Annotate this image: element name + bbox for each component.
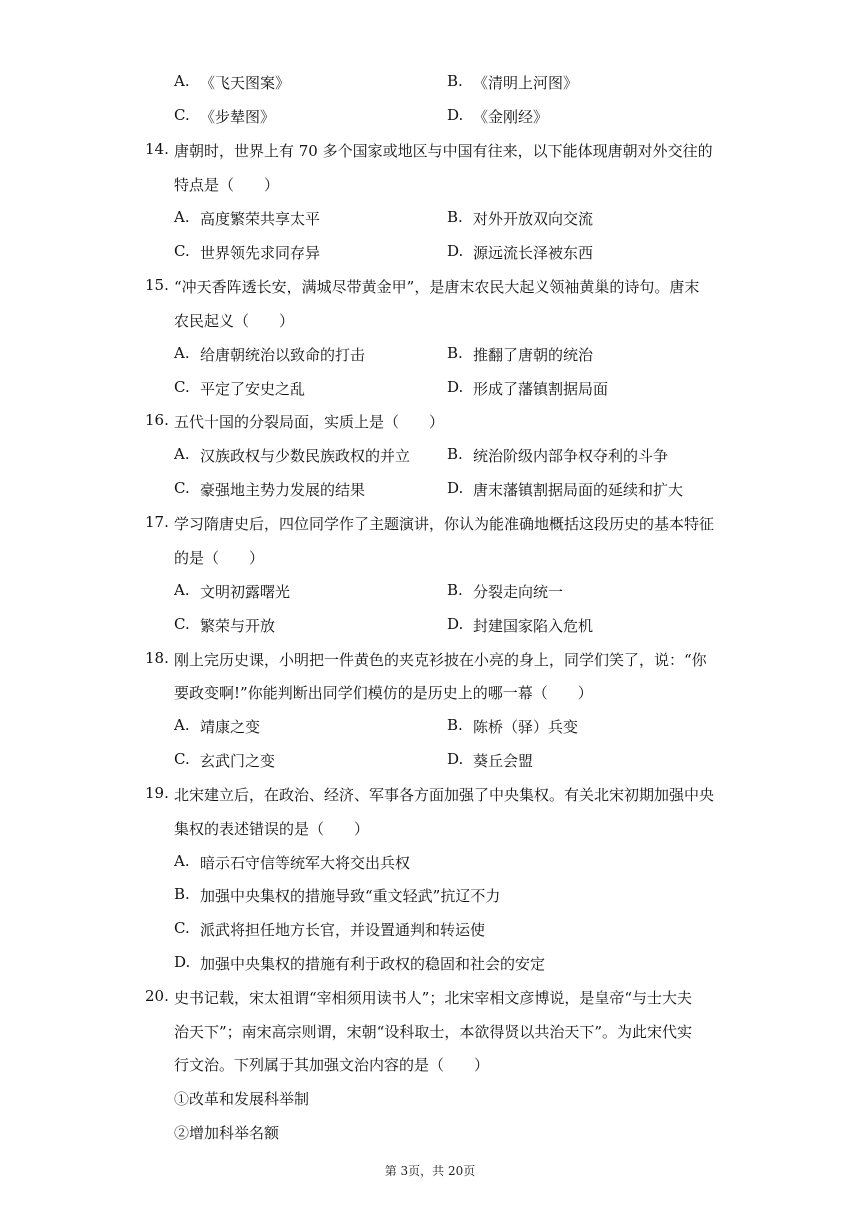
- option-letter: B.: [174, 885, 190, 903]
- option-letter: C.: [174, 919, 190, 937]
- option-letter: D.: [447, 378, 464, 396]
- option-text: 葵丘会盟: [473, 752, 534, 770]
- option-text: 平定了安史之乱: [200, 380, 306, 398]
- option-text: 玄武门之变: [200, 752, 276, 770]
- option-letter: B.: [447, 344, 463, 362]
- option-text: 豪强地主势力发展的结果: [200, 481, 366, 499]
- question-text-line: 农民起义（ ）: [174, 312, 295, 330]
- question-text-line: 的是（ ）: [174, 549, 265, 567]
- page-footer: 第 3页，共 20页: [384, 1164, 476, 1178]
- question-text-line: 北宋建立后，在政治、经济、军事各方面加强了中央集权。有关北宋初期加强中央: [174, 786, 715, 804]
- option-text: 对外开放双向交流: [473, 210, 594, 228]
- option-letter: C.: [174, 242, 190, 260]
- option-letter: D.: [447, 242, 464, 260]
- option-letter: D.: [447, 750, 464, 768]
- question-text-line: 刚上完历史课，小明把一件黄色的夹克衫披在小亮的身上，同学们笑了，说：“你: [174, 651, 707, 669]
- question-text-line: 治天下”；南宋高宗则谓，宋朝“设科取士，本欲得贤以共治天下”。为此宋代实: [174, 1023, 693, 1041]
- option-letter: C.: [174, 106, 190, 124]
- option-text: 统治阶级内部争权夺利的斗争: [473, 447, 669, 465]
- option-letter: A.: [174, 445, 190, 463]
- question-number: 16.: [145, 411, 169, 429]
- question-text-line: 唐朝时，世界上有 70 多个国家或地区与中国有往来，以下能体现唐朝对外交往的: [174, 142, 713, 160]
- option-letter: B.: [447, 581, 463, 599]
- question-number: 14.: [145, 140, 169, 158]
- option-letter: A.: [174, 208, 190, 226]
- option-text: 封建国家陷入危机: [473, 617, 594, 635]
- option-letter: B.: [447, 208, 463, 226]
- option-letter: B.: [447, 72, 463, 90]
- option-letter: A.: [174, 344, 190, 362]
- option-text: 给唐朝统治以致命的打击: [200, 346, 366, 364]
- option-text: 分裂走向统一: [473, 583, 564, 601]
- option-text: 高度繁荣共享太平: [200, 210, 321, 228]
- option-text: 加强中央集权的措施有利于政权的稳固和社会的安定: [200, 955, 546, 973]
- option-letter: C.: [174, 750, 190, 768]
- option-letter: C.: [174, 479, 190, 497]
- option-text: 推翻了唐朝的统治: [473, 346, 594, 364]
- option-letter: B.: [447, 445, 463, 463]
- question-text-line: ②增加科举名额: [174, 1124, 280, 1142]
- option-text: 《步辇图》: [200, 108, 276, 126]
- option-text: 暗示石守信等统军大将交出兵权: [200, 854, 411, 872]
- question-text-line: “冲天香阵透长安，满城尽带黄金甲”，是唐末农民大起义领袖黄巢的诗句。唐末: [174, 278, 700, 296]
- question-text-line: 集权的表述错误的是（ ）: [174, 820, 370, 838]
- question-number: 17.: [145, 513, 169, 531]
- option-letter: D.: [447, 106, 464, 124]
- question-number: 18.: [145, 649, 169, 667]
- question-number: 20.: [145, 987, 169, 1005]
- option-letter: A.: [174, 72, 190, 90]
- option-letter: B.: [447, 716, 463, 734]
- question-text-line: 五代十国的分裂局面，实质上是（ ）: [174, 413, 445, 431]
- option-letter: A.: [174, 581, 190, 599]
- question-text-line: 要政变啊!”你能判断出同学们模仿的是历史上的哪一幕（ ）: [174, 684, 593, 702]
- option-text: 源远流长泽被东西: [473, 244, 594, 262]
- option-text: 汉族政权与少数民族政权的并立: [200, 447, 411, 465]
- option-letter: A.: [174, 852, 190, 870]
- option-text: 文明初露曙光: [200, 583, 291, 601]
- option-text: 唐末藩镇割据局面的延续和扩大: [473, 481, 684, 499]
- option-text: 加强中央集权的措施导致“重文轻武”抗辽不力: [200, 887, 501, 905]
- option-text: 《金刚经》: [473, 108, 549, 126]
- option-text: 形成了藩镇割据局面: [473, 380, 609, 398]
- option-text: 繁荣与开放: [200, 617, 276, 635]
- option-text: 《飞天图案》: [200, 74, 291, 92]
- question-number: 15.: [145, 276, 169, 294]
- question-number: 19.: [145, 784, 169, 802]
- option-letter: D.: [174, 953, 191, 971]
- option-text: 《清明上河图》: [473, 74, 579, 92]
- option-text: 派武将担任地方长官，并设置通判和转运使: [200, 921, 486, 939]
- option-letter: D.: [447, 615, 464, 633]
- option-letter: A.: [174, 716, 190, 734]
- option-text: 陈桥（驿）兵变: [473, 718, 579, 736]
- option-text: 世界领先求同存异: [200, 244, 321, 262]
- question-text-line: ①改革和发展科举制: [174, 1090, 310, 1108]
- question-text-line: 特点是（ ）: [174, 176, 280, 194]
- option-letter: C.: [174, 615, 190, 633]
- option-letter: C.: [174, 378, 190, 396]
- option-text: 靖康之变: [200, 718, 261, 736]
- question-text-line: 行文治。下列属于其加强文治内容的是（ ）: [174, 1056, 490, 1074]
- question-text-line: 学习隋唐史后，四位同学作了主题演讲，你认为能准确地概括这段历史的基本特征: [174, 515, 715, 533]
- option-letter: D.: [447, 479, 464, 497]
- question-text-line: 史书记载，宋太祖谓“宰相须用读书人”；北宋宰相文彦博说，是皇帝“与士大夫: [174, 989, 693, 1007]
